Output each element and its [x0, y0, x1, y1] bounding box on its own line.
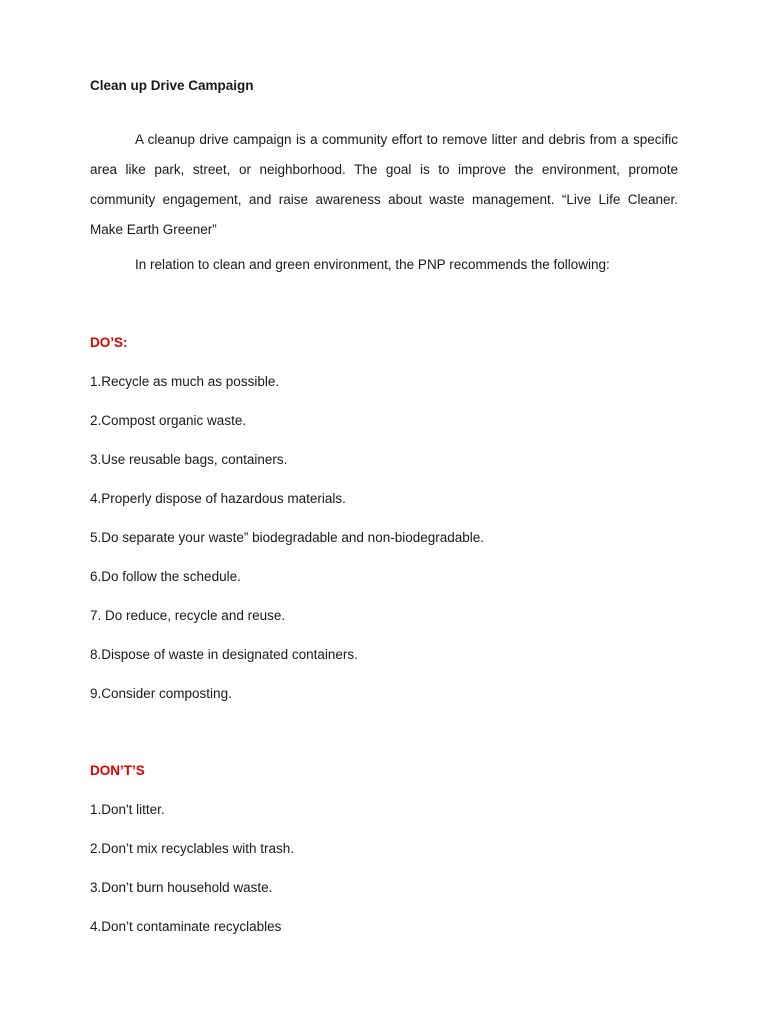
list-item: 3.Don’t burn household waste. — [90, 880, 273, 895]
list-item: 1.Recycle as much as possible. — [90, 374, 280, 389]
list-item: 7. Do reduce, recycle and reuse. — [90, 608, 286, 623]
donts-heading: DON’T’S — [90, 763, 145, 778]
dos-heading: DO’S: — [90, 335, 128, 350]
intro-paragraph: A cleanup drive campaign is a community effort to remove litter and debris from a specific area like park, street, or neighborhood. The goal is to improve the environment, promote community engagement, and raise awareness about waste management. “Live Life Cleaner. Make Earth Greener” — [90, 132, 678, 237]
list-item: 2.Don’t mix recyclables with trash. — [90, 841, 295, 856]
list-item: 4.Properly dispose of hazardous materials. — [90, 491, 346, 506]
document-title: Clean up Drive Campaign — [90, 78, 254, 93]
list-item: 4.Don’t contaminate recyclables — [90, 919, 282, 934]
pnp-recommendation-paragraph: In relation to clean and green environment, the PNP recommends the following: — [135, 257, 610, 272]
list-item: 6.Do follow the schedule. — [90, 569, 241, 584]
list-item: 9.Consider composting. — [90, 686, 232, 701]
list-item: 1.Don't litter. — [90, 802, 165, 817]
list-item: 3.Use reusable bags, containers. — [90, 452, 288, 467]
list-item: 5.Do separate your waste” biodegradable and non-biodegradable. — [90, 530, 485, 545]
list-item: 2.Compost organic waste. — [90, 413, 247, 428]
donts-list — [90, 801, 294, 957]
list-item: 8.Dispose of waste in designated containers. — [90, 647, 358, 662]
dos-list — [90, 373, 484, 724]
